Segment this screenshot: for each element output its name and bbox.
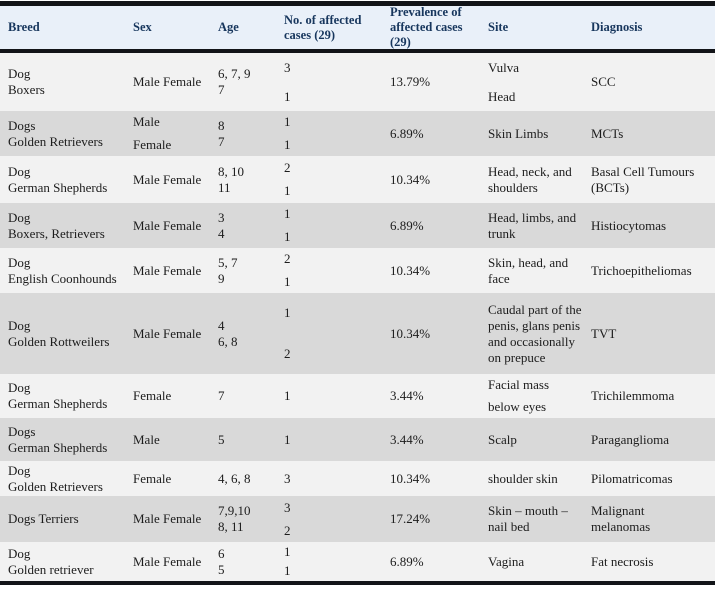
cell-line: Skin, head, and face xyxy=(488,254,572,286)
cell-line: 5 xyxy=(218,561,225,577)
cell-prevalence xyxy=(390,53,488,111)
cell-line: 6 xyxy=(218,545,225,561)
cell-site xyxy=(488,203,591,248)
cell-line: 7 xyxy=(218,133,225,149)
cell-breed xyxy=(0,542,133,581)
cell-prevalence xyxy=(390,248,488,293)
cell-site xyxy=(488,542,591,581)
cell-diagnosis xyxy=(591,418,715,461)
cell-line: 3 xyxy=(284,470,291,486)
table-row xyxy=(0,156,715,203)
cell-line: Head, neck, and shoulders xyxy=(488,163,575,195)
cell-sex xyxy=(133,53,218,111)
cell-site xyxy=(488,418,591,461)
cell-line: 6, 7, 9 xyxy=(218,66,251,81)
table-row xyxy=(0,374,715,418)
cell-line: Male Female xyxy=(133,325,202,341)
cell-line: 1 xyxy=(284,431,291,447)
cell-age xyxy=(218,496,284,542)
cell-line: Pilomatricomas xyxy=(591,470,673,486)
cell-line: Male Female xyxy=(133,262,202,278)
cell-line: 2 xyxy=(284,251,291,267)
cell-line: Dog xyxy=(8,254,31,270)
cell-line: Golden Retrievers xyxy=(8,478,103,494)
cell-breed xyxy=(0,496,133,542)
cell-line: Male xyxy=(133,431,160,447)
cell-line: 1 xyxy=(284,136,291,152)
cell-line: Trichoepitheliomas xyxy=(591,262,692,278)
cell-line: Dogs xyxy=(8,423,36,439)
cell-line: 1 xyxy=(284,206,291,222)
cell-line: 1 xyxy=(284,114,291,130)
cell-line: 1 xyxy=(284,273,291,289)
cell-diagnosis xyxy=(591,156,715,203)
cell-line: 4, 6, 8 xyxy=(218,470,251,486)
cell-line: Head, limbs, and trunk xyxy=(488,209,580,241)
cell-line: Histiocytomas xyxy=(591,217,667,233)
cell-age xyxy=(218,542,284,581)
cell-diagnosis xyxy=(591,374,715,418)
table-bottom-rule xyxy=(0,581,715,585)
cell-cases xyxy=(284,203,390,248)
cell-sex xyxy=(133,111,218,156)
cell-sex xyxy=(133,293,218,374)
column-header-sex: Sex xyxy=(133,20,152,34)
table-body xyxy=(0,53,715,581)
cell-line: 10.34% xyxy=(390,262,431,278)
table-row xyxy=(0,248,715,293)
cell-line: Dog xyxy=(8,380,31,395)
cell-line: Basal Cell Tumours (BCTs) xyxy=(591,163,698,195)
cell-line: Dog xyxy=(8,163,31,179)
cell-sex xyxy=(133,461,218,496)
cell-age xyxy=(218,248,284,293)
cell-line: MCTs xyxy=(591,125,624,141)
cell-line: Male Female xyxy=(133,553,202,569)
cell-line: Dogs Terriers xyxy=(8,511,79,526)
cell-line: Female xyxy=(133,470,172,486)
cell-line: Scalp xyxy=(488,431,517,447)
cell-line: 3 xyxy=(284,499,291,515)
cell-age xyxy=(218,293,284,374)
cell-line: TVT xyxy=(591,325,617,341)
cell-line: Female xyxy=(133,388,172,403)
table-row xyxy=(0,496,715,542)
cell-line: 5 xyxy=(218,431,225,447)
cell-prevalence xyxy=(390,461,488,496)
cell-prevalence xyxy=(390,156,488,203)
cell-line: 3 xyxy=(218,209,225,225)
cell-line: 6.89% xyxy=(390,553,424,569)
cell-age xyxy=(218,203,284,248)
cell-line: Facial mass xyxy=(488,377,550,392)
cell-diagnosis xyxy=(591,203,715,248)
cell-cases xyxy=(284,542,390,581)
cell-line: Dogs xyxy=(8,117,36,133)
cell-age xyxy=(218,53,284,111)
cell-prevalence xyxy=(390,203,488,248)
cell-line: German Shepherds xyxy=(8,439,108,455)
column-header-cases: No. of affected cases (29) xyxy=(284,12,362,42)
table-row xyxy=(0,418,715,461)
table-row xyxy=(0,293,715,374)
cell-line: Male Female xyxy=(133,171,202,187)
cell-line: below eyes xyxy=(488,399,547,414)
cell-diagnosis xyxy=(591,111,715,156)
cell-age xyxy=(218,156,284,203)
cell-line: 10.34% xyxy=(390,470,431,486)
cell-line: 4 xyxy=(218,317,225,333)
cell-line: Dog xyxy=(8,462,31,478)
cell-line: Skin – mouth – nail bed xyxy=(488,503,572,534)
cell-breed xyxy=(0,156,133,203)
cell-prevalence xyxy=(390,542,488,581)
cell-line: Dog xyxy=(8,317,31,333)
cell-site xyxy=(488,496,591,542)
cell-sex xyxy=(133,156,218,203)
cell-sex xyxy=(133,542,218,581)
cell-breed xyxy=(0,111,133,156)
cell-sex xyxy=(133,248,218,293)
table-header-row xyxy=(0,6,715,53)
column-header-breed: Breed xyxy=(8,20,40,34)
cell-line: German Shepherds xyxy=(8,396,108,411)
cell-line: shoulder skin xyxy=(488,470,558,486)
cell-diagnosis xyxy=(591,53,715,111)
cell-line: Male Female xyxy=(133,217,202,233)
cell-prevalence xyxy=(390,293,488,374)
cell-diagnosis xyxy=(591,248,715,293)
cell-line: 1 xyxy=(284,305,291,321)
cell-line: Skin Limbs xyxy=(488,125,549,141)
cell-cases xyxy=(284,461,390,496)
cell-diagnosis xyxy=(591,461,715,496)
cell-site xyxy=(488,248,591,293)
cell-line: 8, 10 xyxy=(218,163,244,179)
cell-line: 5, 7 xyxy=(218,254,238,270)
table-row xyxy=(0,53,715,111)
cell-line: SCC xyxy=(591,74,616,89)
cell-line: 10.34% xyxy=(390,325,431,341)
cell-line: Paraganglioma xyxy=(591,431,669,447)
cell-line: Vulva xyxy=(488,59,519,75)
cell-sex xyxy=(133,496,218,542)
cell-line: 10.34% xyxy=(390,171,431,187)
column-header-site: Site xyxy=(488,20,509,34)
cell-line: Dog xyxy=(8,209,31,225)
cell-line: 2 xyxy=(284,522,291,538)
cell-line: 6, 8 xyxy=(218,333,238,349)
cell-sex xyxy=(133,374,218,418)
cell-line: Male Female xyxy=(133,511,202,526)
cell-line: Malignant xyxy=(591,503,645,518)
cell-line: Boxers, Retrievers xyxy=(8,225,105,241)
cell-line: Golden retriever xyxy=(8,561,94,577)
cell-site xyxy=(488,374,591,418)
cell-cases xyxy=(284,111,390,156)
cell-line: 3.44% xyxy=(390,431,424,447)
cell-line: 13.79% xyxy=(390,74,431,89)
cell-line: 2 xyxy=(284,345,291,361)
cell-breed xyxy=(0,53,133,111)
cell-line: 1 xyxy=(284,543,291,559)
cell-prevalence xyxy=(390,418,488,461)
cell-cases xyxy=(284,496,390,542)
cell-sex xyxy=(133,203,218,248)
cell-line: 3 xyxy=(284,59,291,75)
cell-prevalence xyxy=(390,374,488,418)
cell-line: Boxers xyxy=(8,82,45,97)
cell-line: 1 xyxy=(284,228,291,244)
cell-diagnosis xyxy=(591,496,715,542)
cell-cases xyxy=(284,248,390,293)
cell-line: Golden Rottweilers xyxy=(8,333,110,349)
cell-line: 7,9,10 xyxy=(218,503,251,518)
table-row xyxy=(0,111,715,156)
cell-diagnosis xyxy=(591,293,715,374)
cell-line: melanomas xyxy=(591,519,651,534)
cell-site xyxy=(488,156,591,203)
cell-line: Vagina xyxy=(488,553,525,569)
cell-line: 6.89% xyxy=(390,217,424,233)
cell-cases xyxy=(284,374,390,418)
cell-line: Caudal part of the penis, glans penis and occasionally on prepuce xyxy=(488,301,585,365)
cell-line: 11 xyxy=(218,179,231,195)
cell-line: 8 xyxy=(218,117,225,133)
cell-cases xyxy=(284,418,390,461)
cell-line: Female xyxy=(133,136,172,152)
cell-line: Head xyxy=(488,88,516,104)
cell-line: 4 xyxy=(218,225,225,241)
table-row xyxy=(0,203,715,248)
cell-line: 9 xyxy=(218,270,225,286)
column-header-diagnosis: Diagnosis xyxy=(591,20,643,34)
cell-cases xyxy=(284,53,390,111)
cell-site xyxy=(488,461,591,496)
table-row xyxy=(0,461,715,496)
cell-site xyxy=(488,293,591,374)
cell-cases xyxy=(284,156,390,203)
cell-age xyxy=(218,111,284,156)
cell-line: 7 xyxy=(218,82,225,97)
cell-breed xyxy=(0,203,133,248)
cell-breed xyxy=(0,418,133,461)
cell-line: 6.89% xyxy=(390,125,424,141)
cell-line: 1 xyxy=(284,388,291,403)
cell-line: 3.44% xyxy=(390,388,424,403)
cell-line: 8, 11 xyxy=(218,519,244,534)
cell-sex xyxy=(133,418,218,461)
cell-breed xyxy=(0,248,133,293)
cell-line: Trichilemmoma xyxy=(591,388,675,403)
cell-line: 2 xyxy=(284,159,291,175)
column-header-age: Age xyxy=(218,20,239,34)
cell-line: Dog xyxy=(8,545,31,561)
table-row xyxy=(0,542,715,581)
cell-line: 1 xyxy=(284,88,291,104)
cell-line: 17.24% xyxy=(390,511,431,526)
cell-line: Fat necrosis xyxy=(591,553,654,569)
cell-line: Golden Retrievers xyxy=(8,133,103,149)
cell-cases xyxy=(284,293,390,374)
cell-line: Male xyxy=(133,114,160,130)
cell-breed xyxy=(0,374,133,418)
cell-breed xyxy=(0,293,133,374)
cell-line: Male Female xyxy=(133,74,202,89)
cell-age xyxy=(218,461,284,496)
cell-line: 7 xyxy=(218,388,225,403)
cell-prevalence xyxy=(390,111,488,156)
cell-age xyxy=(218,418,284,461)
column-header-prevalence: Prevalence of affected cases (29) xyxy=(390,6,463,49)
cell-line: German Shepherds xyxy=(8,179,108,195)
cell-line: 1 xyxy=(284,563,291,579)
cell-site xyxy=(488,111,591,156)
cell-prevalence xyxy=(390,496,488,542)
cell-diagnosis xyxy=(591,542,715,581)
cell-age xyxy=(218,374,284,418)
cell-line: English Coonhounds xyxy=(8,270,117,286)
cell-line: Dog xyxy=(8,66,31,81)
cell-line: 1 xyxy=(284,183,291,199)
cell-breed xyxy=(0,461,133,496)
cell-site xyxy=(488,53,591,111)
